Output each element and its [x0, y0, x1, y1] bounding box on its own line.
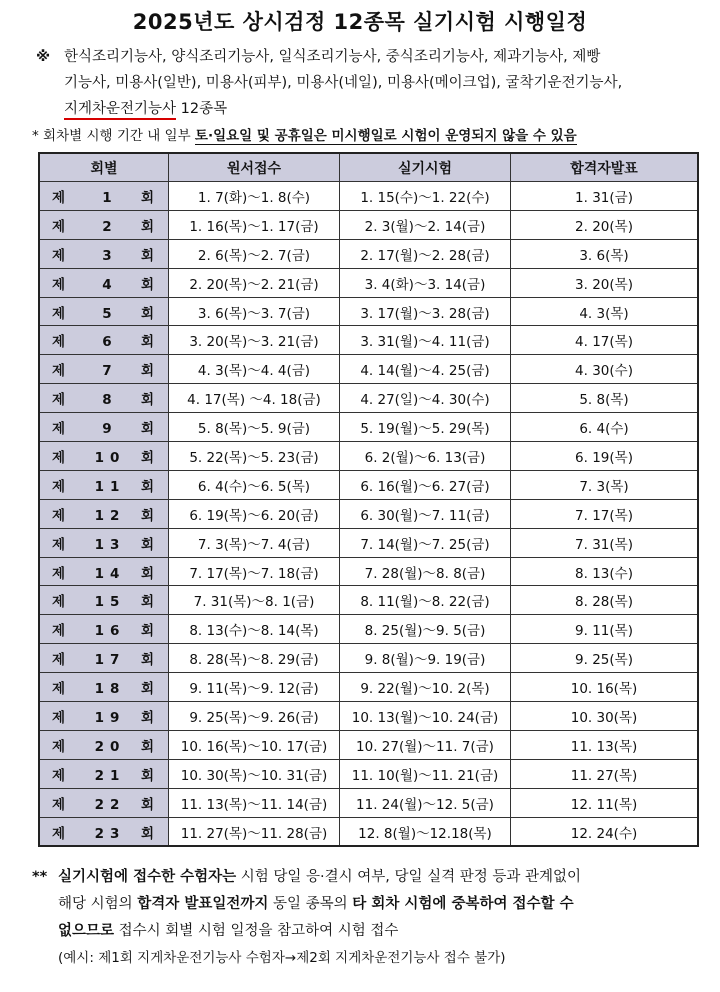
- round-cell: [39, 528, 169, 557]
- round-prefix: 제: [52, 276, 68, 293]
- header-application: 원서접수: [169, 153, 340, 182]
- result-date: 9. 25(목): [511, 644, 699, 673]
- table-row: [39, 557, 698, 586]
- table-row: [39, 730, 698, 759]
- round-prefix: 제: [52, 681, 68, 698]
- exam-period: 11. 10(월)～11. 21(금): [340, 759, 511, 788]
- round-prefix: 제: [52, 363, 68, 380]
- exam-period: 2. 3(월)～2. 14(금): [340, 210, 511, 239]
- table-row: [39, 297, 698, 326]
- table-header-row: [39, 153, 698, 182]
- application-period: 3. 20(목)～3. 21(금): [169, 326, 340, 355]
- round-cell: [39, 268, 169, 297]
- round-prefix: 제: [52, 189, 68, 206]
- round-prefix: 제: [52, 825, 68, 842]
- result-date: 7. 17(목): [511, 499, 699, 528]
- round-suffix: 회: [140, 305, 156, 322]
- round-suffix: 회: [140, 594, 156, 611]
- round-cell: [39, 788, 169, 817]
- footer-text-1: 시험 당일 응·결시 여부, 당일 실격 판정 등과 관계없이: [240, 869, 582, 885]
- round-cell: [39, 615, 169, 644]
- exam-period: 4. 27(일)～4. 30(수): [340, 384, 511, 413]
- header-result: 합격자발표: [511, 153, 699, 182]
- round-suffix: 회: [140, 709, 156, 726]
- footer-line-1: [32, 864, 700, 891]
- round-number: 8: [102, 392, 118, 409]
- footer-emphasis-4: 없으므로: [58, 923, 115, 939]
- footer-emphasis-1: 실기시험에 접수한 수험자는: [58, 869, 237, 885]
- table-row: [39, 644, 698, 673]
- note-text: 회차별 시행 기간 내 일부: [43, 128, 191, 144]
- intro-line-3: [38, 96, 698, 122]
- table-row: [39, 384, 698, 413]
- table-row: [39, 817, 698, 846]
- application-period: 1. 7(화)～1. 8(수): [169, 182, 340, 211]
- result-date: 3. 20(목): [511, 268, 699, 297]
- application-period: 5. 8(목)～5. 9(금): [169, 413, 340, 442]
- round-number: 1: [102, 189, 118, 206]
- footer-mark: **: [32, 869, 48, 885]
- schedule-note: [32, 124, 702, 144]
- round-suffix: 회: [140, 363, 156, 380]
- round-number: 20: [94, 738, 126, 755]
- round-suffix: 회: [140, 421, 156, 438]
- exam-period: 10. 13(월)～10. 24(금): [340, 702, 511, 731]
- round-number: 14: [94, 565, 126, 582]
- footer-text-2b: 동일 종목의: [273, 896, 348, 912]
- round-suffix: 회: [140, 449, 156, 466]
- table-row: [39, 182, 698, 211]
- round-suffix: 회: [140, 536, 156, 553]
- round-cell: [39, 673, 169, 702]
- round-prefix: 제: [52, 796, 68, 813]
- round-number: 18: [94, 681, 126, 698]
- result-date: 6. 4(수): [511, 413, 699, 442]
- result-date: 10. 30(목): [511, 702, 699, 731]
- result-date: 1. 31(금): [511, 182, 699, 211]
- exam-period: 7. 14(월)～7. 25(금): [340, 528, 511, 557]
- round-number: 4: [102, 276, 118, 293]
- page-title: 2025년도 상시검정 12종목 실기시험 시행일정: [132, 10, 588, 34]
- round-suffix: 회: [140, 738, 156, 755]
- round-prefix: 제: [52, 247, 68, 264]
- round-number: 6: [102, 334, 118, 351]
- subject-count: 12종목: [180, 101, 228, 117]
- exam-period: 5. 19(월)～5. 29(목): [340, 413, 511, 442]
- round-prefix: 제: [52, 449, 68, 466]
- application-period: 7. 31(목)～8. 1(금): [169, 586, 340, 615]
- table-row: [39, 788, 698, 817]
- application-period: 5. 22(목)～5. 23(금): [169, 442, 340, 471]
- table-row: [39, 268, 698, 297]
- result-date: 5. 8(목): [511, 384, 699, 413]
- result-date: 12. 11(목): [511, 788, 699, 817]
- round-number: 17: [94, 652, 126, 669]
- footer-emphasis-3: 타 회차 시험에 중복하여 접수할 수: [352, 896, 574, 912]
- round-number: 10: [94, 449, 126, 466]
- round-suffix: 회: [140, 623, 156, 640]
- intro-line-1: 한식조리기능사, 양식조리기능사, 일식조리기능사, 중식조리기능사, 제과기능사, 제빵: [64, 49, 601, 65]
- round-prefix: 제: [52, 652, 68, 669]
- exam-period: 9. 8(월)～9. 19(금): [340, 644, 511, 673]
- table-row: [39, 442, 698, 471]
- round-number: 7: [102, 363, 118, 380]
- application-period: 9. 11(목)～9. 12(금): [169, 673, 340, 702]
- round-prefix: 제: [52, 507, 68, 524]
- result-date: 4. 3(목): [511, 297, 699, 326]
- exam-period: 6. 16(월)～6. 27(금): [340, 470, 511, 499]
- exam-period: 9. 22(월)～10. 2(목): [340, 673, 511, 702]
- application-period: 8. 13(수)～8. 14(목): [169, 615, 340, 644]
- table-row: [39, 702, 698, 731]
- table-row: [39, 615, 698, 644]
- round-suffix: 회: [140, 276, 156, 293]
- footer-text-3: 접수시 회별 시험 일정을 참고하여 시험 접수: [118, 923, 399, 939]
- result-date: 2. 20(목): [511, 210, 699, 239]
- round-prefix: 제: [52, 623, 68, 640]
- result-date: 4. 17(목): [511, 326, 699, 355]
- table-row: [39, 759, 698, 788]
- round-prefix: 제: [52, 478, 68, 495]
- table-row: [39, 355, 698, 384]
- result-date: 7. 3(목): [511, 470, 699, 499]
- result-date: 8. 28(목): [511, 586, 699, 615]
- round-cell: [39, 210, 169, 239]
- exam-period: 7. 28(월)～8. 8(금): [340, 557, 511, 586]
- result-date: 6. 19(목): [511, 442, 699, 471]
- application-period: 7. 3(목)～7. 4(금): [169, 528, 340, 557]
- result-date: 4. 30(수): [511, 355, 699, 384]
- round-cell: [39, 499, 169, 528]
- exam-period: 3. 4(화)～3. 14(금): [340, 268, 511, 297]
- round-cell: [39, 470, 169, 499]
- result-date: 3. 6(목): [511, 239, 699, 268]
- round-cell: [39, 702, 169, 731]
- exam-period: 10. 27(월)～11. 7(금): [340, 730, 511, 759]
- header-round: 회별: [39, 153, 169, 182]
- result-date: 10. 16(목): [511, 673, 699, 702]
- round-cell: [39, 355, 169, 384]
- note-mark: *: [32, 128, 39, 144]
- application-period: 4. 17(목) ～4. 18(금): [169, 384, 340, 413]
- result-date: 9. 11(목): [511, 615, 699, 644]
- round-cell: [39, 239, 169, 268]
- round-suffix: 회: [140, 652, 156, 669]
- round-number: 2: [102, 218, 118, 235]
- application-period: 10. 16(목)～10. 17(금): [169, 730, 340, 759]
- table-row: [39, 499, 698, 528]
- round-prefix: 제: [52, 767, 68, 784]
- application-period: 10. 30(목)～10. 31(금): [169, 759, 340, 788]
- round-cell: [39, 586, 169, 615]
- round-number: 3: [102, 247, 118, 264]
- table-row: [39, 239, 698, 268]
- round-suffix: 회: [140, 478, 156, 495]
- round-suffix: 회: [140, 825, 156, 842]
- round-suffix: 회: [140, 334, 156, 351]
- result-date: 12. 24(수): [511, 817, 699, 846]
- round-number: 13: [94, 536, 126, 553]
- application-period: 2. 20(목)～2. 21(금): [169, 268, 340, 297]
- exam-period: 6. 30(월)～7. 11(금): [340, 499, 511, 528]
- intro-notice: [38, 44, 698, 122]
- round-suffix: 회: [140, 247, 156, 264]
- result-date: 11. 13(목): [511, 730, 699, 759]
- exam-period: 6. 2(월)～6. 13(금): [340, 442, 511, 471]
- round-suffix: 회: [140, 796, 156, 813]
- round-cell: [39, 644, 169, 673]
- round-number: 15: [94, 594, 126, 611]
- table-row: [39, 673, 698, 702]
- round-number: 23: [94, 825, 126, 842]
- result-date: 11. 27(목): [511, 759, 699, 788]
- footer-line-2: [32, 891, 700, 918]
- round-number: 9: [102, 421, 118, 438]
- exam-period: 8. 11(월)～8. 22(금): [340, 586, 511, 615]
- reference-mark: ※: [36, 49, 51, 65]
- round-number: 22: [94, 796, 126, 813]
- exam-period: 3. 17(월)～3. 28(금): [340, 297, 511, 326]
- round-suffix: 회: [140, 767, 156, 784]
- round-suffix: 회: [140, 507, 156, 524]
- application-period: 3. 6(목)～3. 7(금): [169, 297, 340, 326]
- schedule-table: [38, 152, 699, 847]
- round-suffix: 회: [140, 189, 156, 206]
- round-prefix: 제: [52, 709, 68, 726]
- exam-period: 8. 25(월)～9. 5(금): [340, 615, 511, 644]
- round-suffix: 회: [140, 681, 156, 698]
- table-row: [39, 413, 698, 442]
- table-row: [39, 586, 698, 615]
- round-suffix: 회: [140, 218, 156, 235]
- round-cell: [39, 442, 169, 471]
- footer-line-3: [32, 918, 700, 945]
- table-row: [39, 326, 698, 355]
- round-prefix: 제: [52, 305, 68, 322]
- exam-period: 4. 14(월)～4. 25(금): [340, 355, 511, 384]
- round-prefix: 제: [52, 738, 68, 755]
- round-cell: [39, 413, 169, 442]
- exam-period: 12. 8(월)～12.18(목): [340, 817, 511, 846]
- round-number: 12: [94, 507, 126, 524]
- application-period: 7. 17(목)～7. 18(금): [169, 557, 340, 586]
- footer-notice: [32, 864, 700, 972]
- application-period: 6. 4(수)～6. 5(목): [169, 470, 340, 499]
- round-number: 11: [94, 478, 126, 495]
- intro-line-2: 기능사, 미용사(일반), 미용사(피부), 미용사(네일), 미용사(메이크업), 굴착기운전기능사,: [64, 75, 623, 91]
- table-row: [39, 210, 698, 239]
- application-period: 4. 3(목)～4. 4(금): [169, 355, 340, 384]
- round-suffix: 회: [140, 565, 156, 582]
- round-cell: [39, 817, 169, 846]
- round-cell: [39, 182, 169, 211]
- table-row: [39, 470, 698, 499]
- exam-period: 2. 17(월)～2. 28(금): [340, 239, 511, 268]
- table-row: [39, 528, 698, 557]
- application-period: 2. 6(목)～2. 7(금): [169, 239, 340, 268]
- header-exam: 실기시험: [340, 153, 511, 182]
- round-prefix: 제: [52, 392, 68, 409]
- note-emphasis: 토·일요일 및 공휴일은 미시행일로 시험이 운영되지 않을 수 있음: [194, 128, 577, 144]
- round-number: 5: [102, 305, 118, 322]
- footer-example: (예시: 제1회 지게차운전기능사 수험자→제2회 지게차운전기능사 접수 불가): [58, 950, 506, 966]
- round-cell: [39, 326, 169, 355]
- exam-period: 11. 24(월)～12. 5(금): [340, 788, 511, 817]
- round-prefix: 제: [52, 565, 68, 582]
- footer-emphasis-2: 합격자 발표일전까지: [137, 896, 269, 912]
- exam-period: 1. 15(수)～1. 22(수): [340, 182, 511, 211]
- round-number: 21: [94, 767, 126, 784]
- round-suffix: 회: [140, 392, 156, 409]
- round-cell: [39, 759, 169, 788]
- application-period: 8. 28(목)～8. 29(금): [169, 644, 340, 673]
- result-date: 8. 13(수): [511, 557, 699, 586]
- round-cell: [39, 557, 169, 586]
- round-cell: [39, 730, 169, 759]
- result-date: 7. 31(목): [511, 528, 699, 557]
- round-prefix: 제: [52, 334, 68, 351]
- highlighted-subject: 지게차운전기능사: [64, 101, 176, 120]
- application-period: 1. 16(목)～1. 17(금): [169, 210, 340, 239]
- round-prefix: 제: [52, 421, 68, 438]
- round-cell: [39, 384, 169, 413]
- exam-period: 3. 31(월)～4. 11(금): [340, 326, 511, 355]
- round-number: 16: [94, 623, 126, 640]
- round-prefix: 제: [52, 594, 68, 611]
- application-period: 11. 27(목)～11. 28(금): [169, 817, 340, 846]
- round-cell: [39, 297, 169, 326]
- round-prefix: 제: [52, 218, 68, 235]
- application-period: 9. 25(목)～9. 26(금): [169, 702, 340, 731]
- application-period: 11. 13(목)～11. 14(금): [169, 788, 340, 817]
- round-number: 19: [94, 709, 126, 726]
- footer-text-2a: 해당 시험의: [58, 896, 133, 912]
- application-period: 6. 19(목)～6. 20(금): [169, 499, 340, 528]
- round-prefix: 제: [52, 536, 68, 553]
